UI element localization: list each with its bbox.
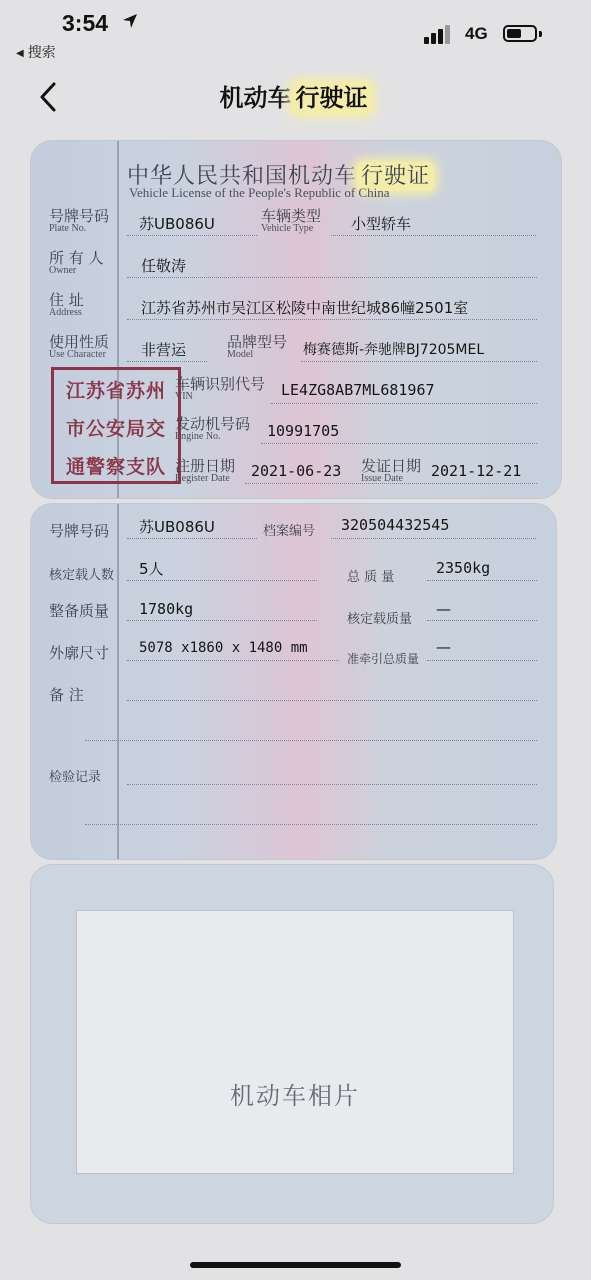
stamp-line: 通警察支队 [65,456,166,478]
owner-label: 所 有 人 [49,249,104,267]
stamp-line: 市公安局交 [65,418,166,440]
towing-mass-label: 准牵引总质量 [347,652,420,666]
vehicle-type-label: 车辆类型 [261,207,322,225]
use-label: 使用性质 [49,333,110,351]
location-arrow-icon [122,13,138,29]
vehicle-type-value: 小型轿车 [351,215,412,233]
fold-line [117,504,119,859]
issue-label-en: Issue Date [361,473,403,484]
back-to-app-link[interactable] [16,42,56,62]
plate-value: 苏UB086U [139,215,215,233]
vin-label-en: VIN [175,391,193,402]
engine-label-en: Engine No. [175,431,221,442]
vehicle-type-label-en: Vehicle Type [261,223,314,234]
back-app-label: 搜索 [27,45,56,61]
back-triangle-icon: ◀ [16,48,24,59]
gross-mass-value: 2350kg [436,559,491,577]
page-title [0,78,591,113]
model-label-en: Model [227,349,254,360]
back-plate-value: 苏UB086U [139,518,215,536]
use-value: 非营运 [141,341,187,359]
owner-label-en: Owner [49,265,77,276]
license-subtitle: Vehicle License of the People's Republic of China [129,185,390,200]
register-label: 注册日期 [175,457,236,475]
page-title-highlight: 行驶证 [292,82,372,114]
remarks-label: 备 注 [49,686,84,704]
cellular-signal-icon [424,24,458,44]
capacity-label: 核定载人数 [49,568,115,583]
address-value: 江苏省苏州市吴江区松陵中南世纪城86幢2501室 [141,299,469,317]
load-mass-value: — [436,600,451,618]
back-plate-label: 号牌号码 [49,522,110,540]
address-label-en: Address [49,307,82,318]
license-back-card [30,503,557,860]
plate-label: 号牌号码 [49,207,110,225]
status-time: 3:54 [62,10,109,36]
capacity-value: 5人 [139,560,164,578]
battery-tip [539,31,542,37]
gross-mass-label: 总 质 量 [347,570,395,585]
home-indicator[interactable] [190,1262,401,1268]
issue-label: 发证日期 [361,457,422,475]
license-title-highlight: 行驶证 [357,162,434,191]
battery-icon [503,25,537,42]
model-value: 梅赛德斯-奔驰牌BJ7205MEL [303,342,485,358]
inspection-label: 检验记录 [49,770,102,785]
engine-label: 发动机号码 [175,415,251,433]
towing-mass-value: — [436,638,451,656]
police-stamp [51,367,181,484]
engine-value: 10991705 [267,422,340,440]
battery-level [507,29,521,38]
file-no-label: 档案编号 [263,524,316,539]
dimensions-label: 外廓尺寸 [49,644,110,662]
issue-date-value: 2021-12-21 [431,462,522,480]
curb-mass-value: 1780kg [139,600,194,618]
vehicle-photo-label: 机动车相片 [230,1082,360,1110]
load-mass-label: 核定载质量 [347,612,413,627]
vin-label: 车辆识别代号 [175,375,266,393]
use-label-en: Use Character [49,349,106,360]
vehicle-photo-placeholder [76,910,514,1174]
address-label: 住 址 [49,291,84,309]
license-front-card [30,140,562,499]
network-type: 4G [465,24,488,43]
status-bar [0,0,591,64]
file-no-value: 320504432545 [341,516,450,534]
license-title-prefix: 中华人民共和国机动车 [127,164,358,189]
register-date-value: 2021-06-23 [251,462,342,480]
curb-mass-label: 整备质量 [49,602,110,620]
vin-value: LE4ZG8AB7ML681967 [281,381,435,399]
register-label-en: Register Date [175,473,230,484]
model-label: 品牌型号 [227,333,288,351]
vehicle-photo-card [30,864,554,1224]
owner-value: 任敬涛 [141,257,187,275]
plate-label-en: Plate No. [49,223,87,234]
stamp-line: 江苏省苏州 [65,380,166,402]
page-title-prefix: 机动车 [219,84,292,112]
dimensions-value: 5078 x1860 x 1480 mm [139,640,308,656]
